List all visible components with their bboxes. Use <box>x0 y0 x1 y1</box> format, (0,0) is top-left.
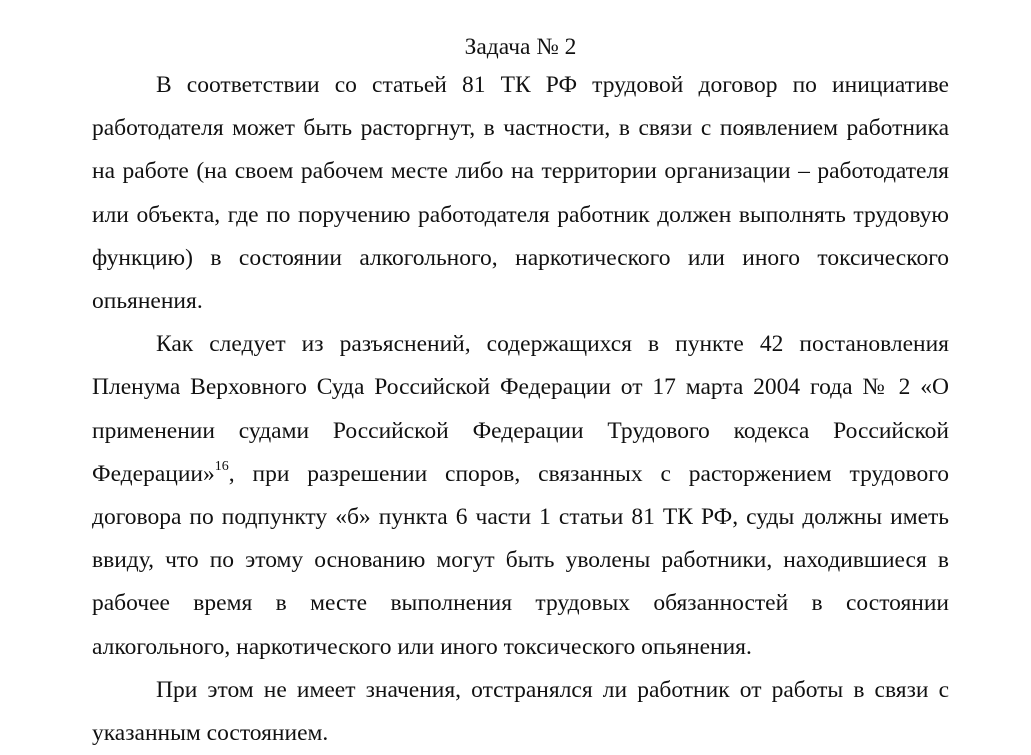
task-title: Задача № 2 <box>464 34 577 60</box>
paragraph-1-text: В соответствии со статьей 81 ТК РФ трудовой договор по инициативе работодателя может быть расторгнут, в частности, в связи с появлением работника на работе (на своем рабочем месте либо на территории организации – работодателя или объекта, где по поручению работодателя работник должен выполнять трудовую функцию) в состоянии алкогольного, наркотического или иного токсического опьянения. <box>92 72 949 315</box>
paragraph-2-text-end: , при разрешении споров, связанных с расторжением трудового договора по подпункту «б» пункта 6 части 1 статьи 81 ТК РФ, суды должны иметь ввиду, что по этому основанию могут быть уволены работники, находившиеся в рабочее время в месте выполнения трудовых обязанностей в состоянии алкогольного, наркотического или иного токсического опьянения. <box>92 460 949 660</box>
paragraph-1 <box>92 64 949 323</box>
footnote-reference[interactable]: 16 <box>214 459 229 474</box>
document-body <box>92 30 949 755</box>
paragraph-2 <box>92 323 949 669</box>
paragraph-3-text: При этом не имеет значения, отстранялся ли работник от работы в связи с указанным состоянием. <box>92 676 949 747</box>
paragraph-2-text-start: Как следует из разъяснений, содержащихся в пункте 42 постановления Пленума Верховного Суда Российской Федерации от 17 марта 2004 года № 2 «О применении судами Российской Федерации Трудового кодекса Российской Федерации» <box>92 331 949 487</box>
paragraph-3 <box>92 669 949 755</box>
